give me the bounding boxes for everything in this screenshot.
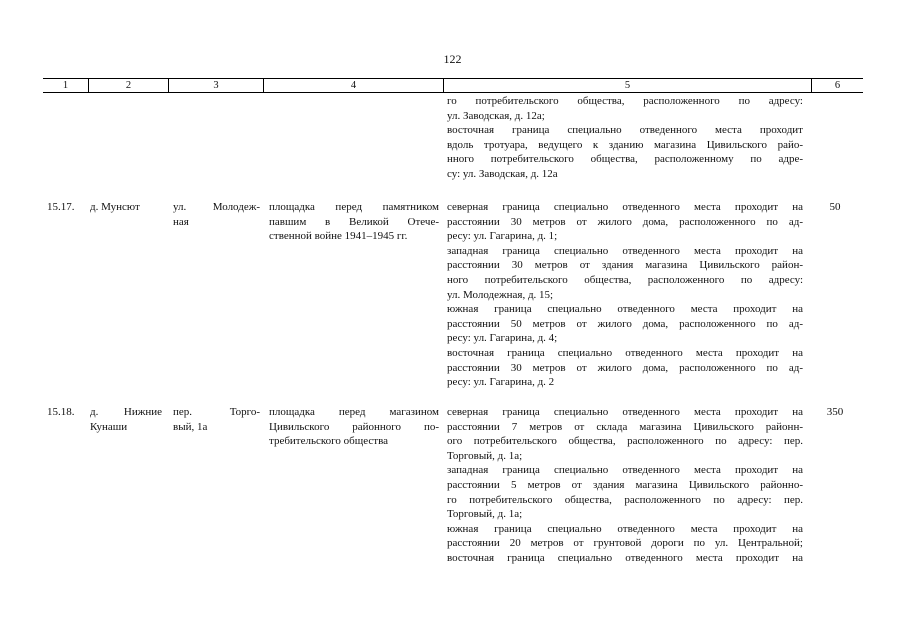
text-line: Цивильского районного по- [269, 420, 439, 433]
text-line: су: ул. Заводская, д. 12а [447, 167, 558, 180]
text-line: южная граница специально отведенного места проходит на [447, 303, 803, 316]
text-line: западная граница специально отведенного места проходит на [447, 244, 803, 257]
text-line: ул. Заводская, д. 12а; [447, 109, 545, 122]
place-cell [269, 200, 439, 244]
text-line: ул. Молодеж- [173, 201, 260, 213]
text-line: ресу: ул. Гагарина, д. 1; [447, 230, 558, 243]
text-line: площадка перед магазином [269, 406, 439, 418]
text-line: д. Мунсют [90, 201, 140, 213]
column-header-6: 6 [811, 79, 863, 92]
place-cell [269, 405, 439, 449]
text-line: ресу: ул. Гагарина, д. 2 [447, 376, 555, 389]
text-line: расстоянии 30 метров от жилого дома, расположенного по ад- [447, 215, 803, 228]
text-line: расстоянии 7 метров от склада магазина Цивильского районн- [447, 420, 803, 433]
table-header [43, 78, 863, 93]
text-line: восточная граница специально отведенного места проходит на [447, 346, 803, 359]
boundaries-cell [447, 405, 803, 566]
text-line: ресу: ул. Гагарина, д. 4; [447, 332, 558, 345]
text-line: Кунаши [90, 420, 128, 433]
text-line: требительского общества [269, 435, 389, 448]
text-line: Торговый, д. 1а; [447, 449, 523, 462]
page-number: 122 [443, 52, 462, 66]
boundaries-cell [447, 94, 803, 182]
boundaries-cell [447, 200, 803, 390]
column-header-5: 5 [443, 79, 811, 92]
text-line: расстоянии 5 метров от здания магазина Цивильского районно- [447, 478, 803, 491]
column-header-4: 4 [263, 79, 443, 92]
text-line: восточная граница специально отведенного места проходит [447, 124, 803, 137]
text-line: д. Нижние [90, 406, 162, 418]
text-line: павшим в Великой Отече- [269, 215, 439, 228]
text-line: пер. Торго- [173, 406, 260, 418]
text-line: северная граница специально отведенного места проходит на [447, 201, 803, 213]
text-line: ного потребительского общества, расположенного по адресу: [447, 273, 803, 286]
settlement-cell [90, 405, 162, 434]
row-number: 15.17. [47, 201, 75, 213]
text-line: расстоянии 50 метров от жилого дома, расположенного по ад- [447, 317, 803, 330]
text-line: ул. Молодежная, д. 15; [447, 288, 554, 301]
text-line: го потребительского общества, расположенного по адресу: [447, 95, 803, 107]
text-line: площадка перед памятником [269, 201, 439, 213]
street-cell [173, 405, 260, 434]
text-line: нного потребительского общества, расположенному по адре- [447, 153, 803, 166]
text-line: западная граница специально отведенного места проходит на [447, 464, 803, 477]
area-cell: 50 [829, 201, 841, 213]
column-header-1: 1 [62, 80, 69, 91]
text-line: северная граница специально отведенного места проходит на [447, 406, 803, 418]
area-cell: 350 [826, 406, 844, 418]
column-header-3: 3 [168, 79, 263, 92]
text-line: восточная граница специально отведенного места проходит на [447, 551, 803, 564]
text-line: расстоянии 20 метров от грунтовой дороги по ул. Центральной; [447, 537, 803, 550]
text-line: ная [173, 215, 189, 228]
text-line: расстоянии 30 метров от жилого дома, расположенного по ад- [447, 361, 803, 374]
column-header-2: 2 [88, 79, 168, 92]
text-line: го потребительского общества, расположенного по адресу: пер. [447, 493, 803, 506]
street-cell [173, 200, 260, 229]
settlement-cell [90, 200, 162, 215]
text-line: южная граница специально отведенного места проходит на [447, 522, 803, 535]
text-line: ого потребительского общества, расположенного по адресу: пер. [447, 435, 803, 448]
text-line: вый, 1а [173, 420, 208, 433]
text-line: Торговый, д. 1а; [447, 508, 523, 521]
text-line: вдоль тротуара, ведущего к зданию магазина Цивильского райо- [447, 138, 803, 151]
text-line: расстоянии 30 метров от здания магазина Цивильского район- [447, 259, 803, 272]
row-number: 15.18. [47, 406, 75, 418]
text-line: ственной войне 1941–1945 гг. [269, 230, 408, 243]
